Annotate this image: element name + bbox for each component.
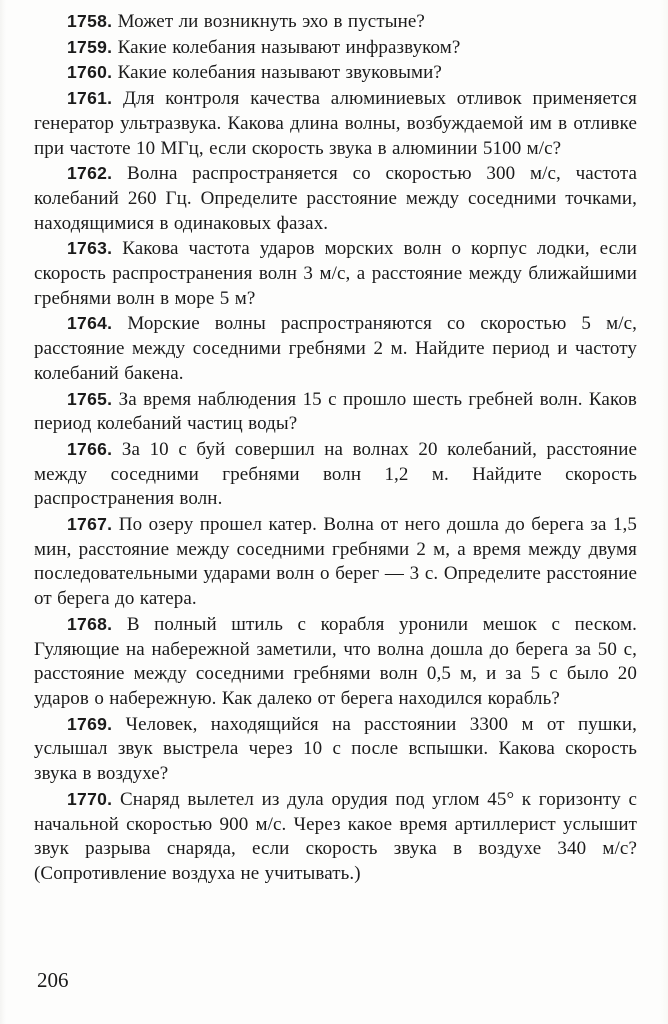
problem-number: 1762. <box>67 163 113 184</box>
problem-item <box>34 387 637 437</box>
problem-item <box>34 437 637 512</box>
problem-text: За время наблюдения 15 с прошло шесть гребней волн. Каков период колебаний частиц воды? <box>34 388 637 435</box>
problem-text: За 10 с буй совершил на волнах 20 колебаний, расстояние между соседними гребнями волн 1,2 м. Найдите скорость распространения волн. <box>34 438 637 510</box>
problem-text: Какие колебания называют звуковыми? <box>117 62 442 84</box>
problem-item <box>34 236 637 311</box>
problem-text: Морские волны распространяются со скоростью 5 м/с, расстояние между соседними гребнями 2 м. Найдите период и частоту колебаний бакена. <box>34 313 637 384</box>
problem-item <box>34 35 637 61</box>
problem-text: Человек, находящийся на расстоянии 3300 м от пушки, услышал звук выстрела через 10 с после вспышки. Какова скорость звука в воздухе? <box>34 713 637 785</box>
problem-text: Для контроля качества алюминиевых отливок применяется генератор ультразвука. Какова длина волны, возбуждаемой им в отливке при частоте 10 МГц, если скорость звука в алюминии 5100 м/с? <box>34 88 637 159</box>
problem-item <box>34 9 637 35</box>
problem-number: 1766. <box>67 438 113 459</box>
problem-number: 1760. <box>67 62 113 83</box>
problem-item <box>34 161 637 236</box>
problem-item <box>34 712 637 787</box>
problem-number: 1761. <box>67 88 113 109</box>
problems-text-block <box>34 9 637 887</box>
problem-text: Может ли возникнуть эхо в пустыне? <box>117 11 425 32</box>
problem-number: 1770. <box>67 788 113 809</box>
problem-number: 1758. <box>67 11 113 31</box>
problem-text: Снаряд вылетел из дула орудия под углом 45° к горизонту с начальной скоростью 900 м/с. Через какое время артиллерист услышит звук разрыва снаряда, если скорость звука в воздухе 340 м/с? (Сопротивление воздуха не учитывать.) <box>34 788 637 884</box>
problem-number: 1767. <box>67 514 113 535</box>
problem-text: Волна распространяется со скоростью 300 м/с, частота колебаний 260 Гц. Определите расстояние между соседними точками, находящимися в одинаковых фазах. <box>34 163 637 234</box>
problem-text: В полный штиль с корабля уронили мешок с песком. Гуляющие на набережной заметили, что волна дошла до берега за 50 с, расстояние между соседними гребнями волн 0,5 м, и за 5 с было 20 ударов о набережную. Как далеко от берега находился корабль? <box>34 613 637 709</box>
problem-text: Какова частота ударов морских волн о корпус лодки, если скорость распространения волн 3 м/с, а расстояние между ближайшими гребнями волн в море 5 м? <box>34 238 637 309</box>
page-number: 206 <box>37 968 69 992</box>
problem-item <box>34 86 637 161</box>
problem-text: Какие колебания называют инфразвуком? <box>117 36 461 58</box>
problem-number: 1759. <box>67 36 113 57</box>
problem-item <box>34 512 637 612</box>
problem-text: По озеру прошел катер. Волна от него дошла до берега за 1,5 мин, расстояние между соседними гребнями 2 м, а время между двумя последовательными ударами волн о берег — 3 с. Определите расстояние от берега до катера. <box>34 514 637 610</box>
problem-number: 1764. <box>67 313 113 334</box>
problem-number: 1769. <box>67 713 113 734</box>
problem-item <box>34 787 637 887</box>
problem-number: 1765. <box>67 388 113 409</box>
problem-number: 1763. <box>67 238 113 259</box>
problem-item <box>34 612 637 712</box>
problem-item <box>34 60 637 86</box>
problem-item <box>34 311 637 386</box>
problem-number: 1768. <box>67 613 113 634</box>
